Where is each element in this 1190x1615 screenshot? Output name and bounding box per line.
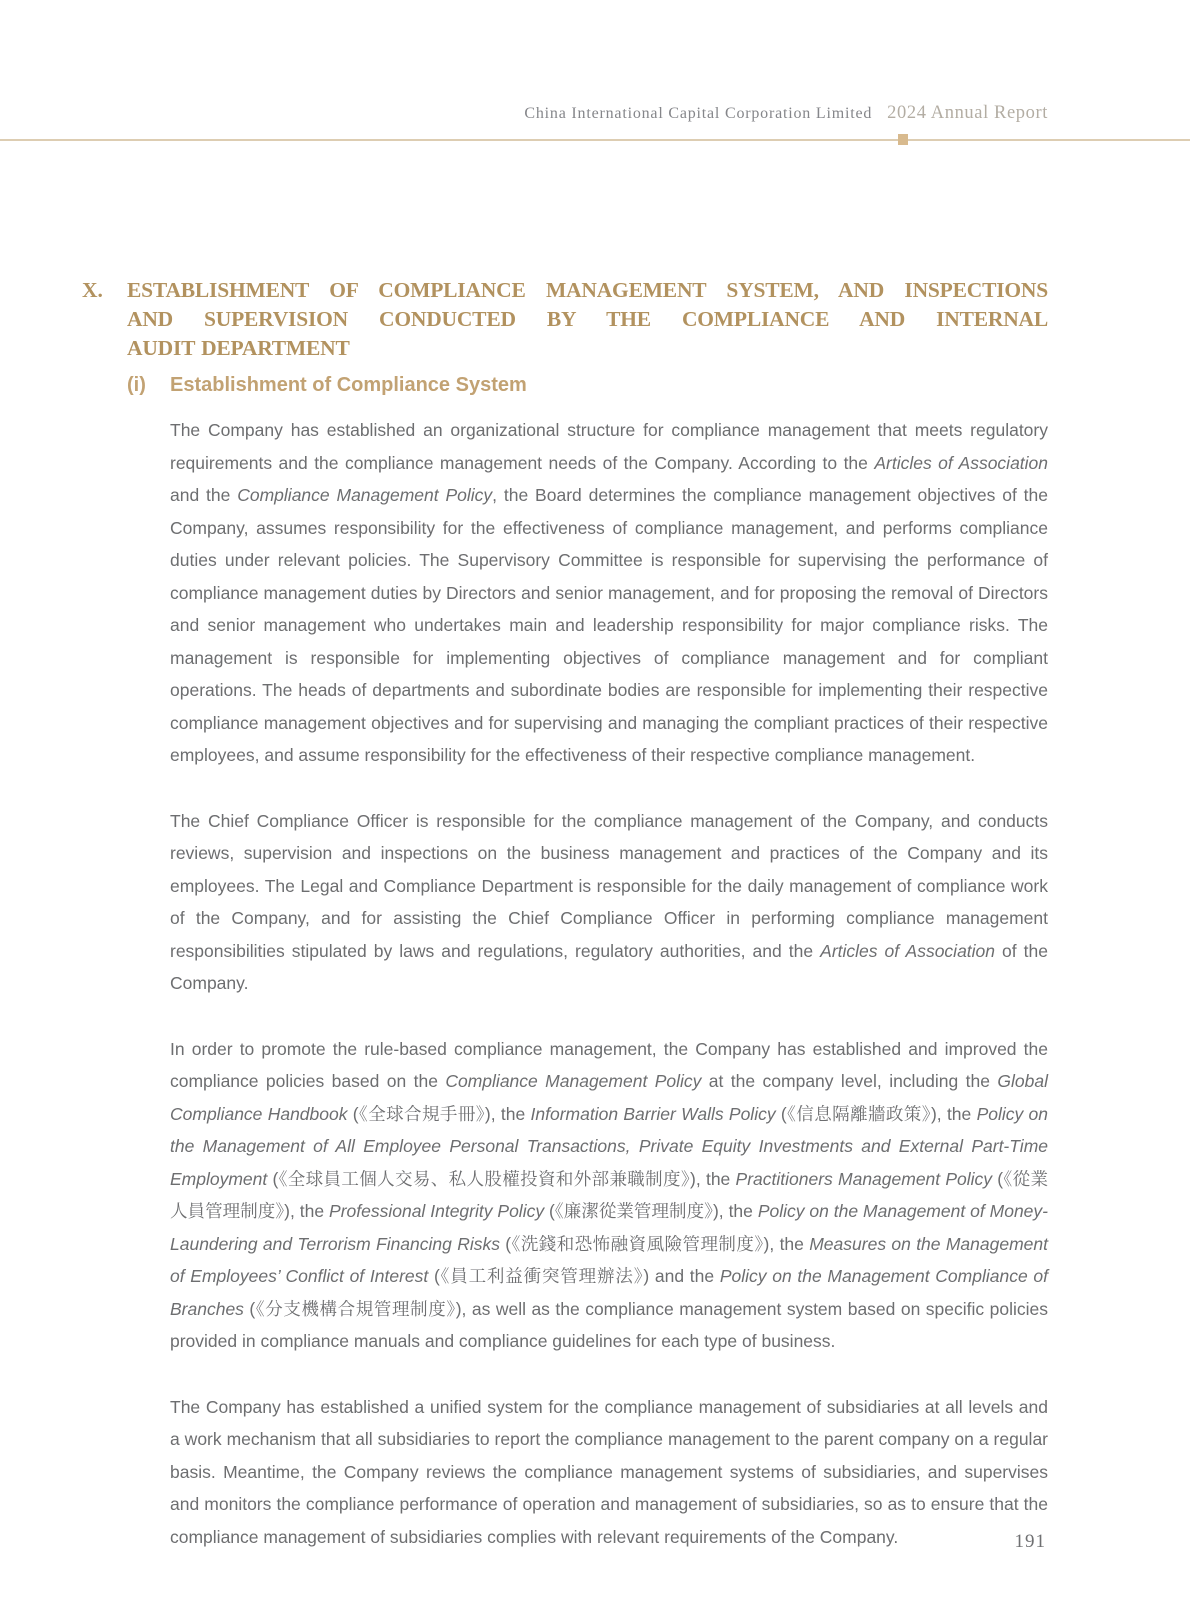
body-paragraphs [170, 414, 1048, 1586]
header-report-title: 2024 Annual Report [887, 103, 1048, 123]
subsection-heading [127, 372, 1048, 398]
subsection-title: Establishment of Compliance System [170, 374, 527, 396]
section-title [127, 276, 1048, 363]
section-number: X. [82, 278, 103, 302]
paragraph: In order to promote the rule-based compliance management, the Company has established and improved the compliance policies based on the Compliance Management Policy at the company level, including the Global Compliance Handbook (《全球合規手冊》), the Information Barrier Walls Policy (《信息隔離牆政策》), the Policy on the Management of All Employee Personal Transactions, Private Equity Investments and External Part-Time Employment (《全球員工個人交易、私人股權投資和外部兼職制度》), the Practitioners Management Policy (《從業人員管理制度》), the Professional Integrity Policy (《廉潔從業管理制度》), the Policy on the Management of Money-Laundering and Terrorism Financing Risks (《洗錢和恐怖融資風險管理制度》), the Measures on the Management of Employees’ Conflict of Interest (《員工利益衝突管理辦法》) and the Policy on the Management Compliance of Branches (《分支機構合規管理制度》), as well as the compliance management system based on specific policies provided in compliance manuals and compliance guidelines for each type of business. [170, 1038, 1049, 1351]
header-company-name: China International Capital Corporation Limited [524, 105, 873, 122]
section-title-line: AND SUPERVISION CONDUCTED BY THE COMPLIANCE AND INTERNAL [127, 307, 1048, 331]
header-divider-square [898, 134, 908, 145]
header-divider-rule [0, 139, 1190, 141]
page-header [524, 103, 1048, 124]
paragraph: The Company has established an organizational structure for compliance management that meets regulatory requirements and the compliance management needs of the Company. According to the Articles of Association and the Compliance Management Policy, the Board determines the compliance management objectives of the Company, assumes responsibility for the effectiveness of compliance management, and performs compliance duties under relevant policies. The Supervisory Committee is responsible for supervising the performance of compliance management duties by Directors and senior management, and for proposing the removal of Directors and senior management who undertakes main and leadership responsibility for major compliance risks. The management is responsible for implementing objectives of compliance management and for compliant operations. The heads of departments and subordinate bodies are responsible for implementing their respective compliance management objectives and for supervising and managing the compliant practices of their respective employees, and assume responsibility for the effectiveness of their respective compliance management. [170, 420, 1049, 765]
section-title-line: ESTABLISHMENT OF COMPLIANCE MANAGEMENT SYSTEM, AND INSPECTIONS [127, 278, 1048, 302]
page-number: 191 [1014, 1531, 1046, 1552]
paragraph: The Company has established a unified system for the compliance management of subsidiaries at all levels and a work mechanism that all subsidiaries to report the compliance management to the parent company on a regular basis. Meantime, the Company reviews the compliance management systems of subsidiaries, and supervises and monitors the compliance performance of operation and management of subsidiaries, so as to ensure that the compliance management of subsidiaries complies with relevant requirements of the Company. [170, 1396, 1048, 1547]
section-title-line: AUDIT DEPARTMENT [127, 336, 350, 360]
subsection-number: (i) [127, 374, 146, 396]
main-section-heading [82, 276, 1048, 363]
paragraph: The Chief Compliance Officer is responsible for the compliance management of the Company, and conducts reviews, supervision and inspections on the business management and practices of the Company and its employees. The Legal and Compliance Department is responsible for the daily management of compliance work of the Company, and for assisting the Chief Compliance Officer in performing compliance management responsibilities stipulated by laws and regulations, regulatory authorities, and the Articles of Association of the Company. [170, 810, 1049, 993]
